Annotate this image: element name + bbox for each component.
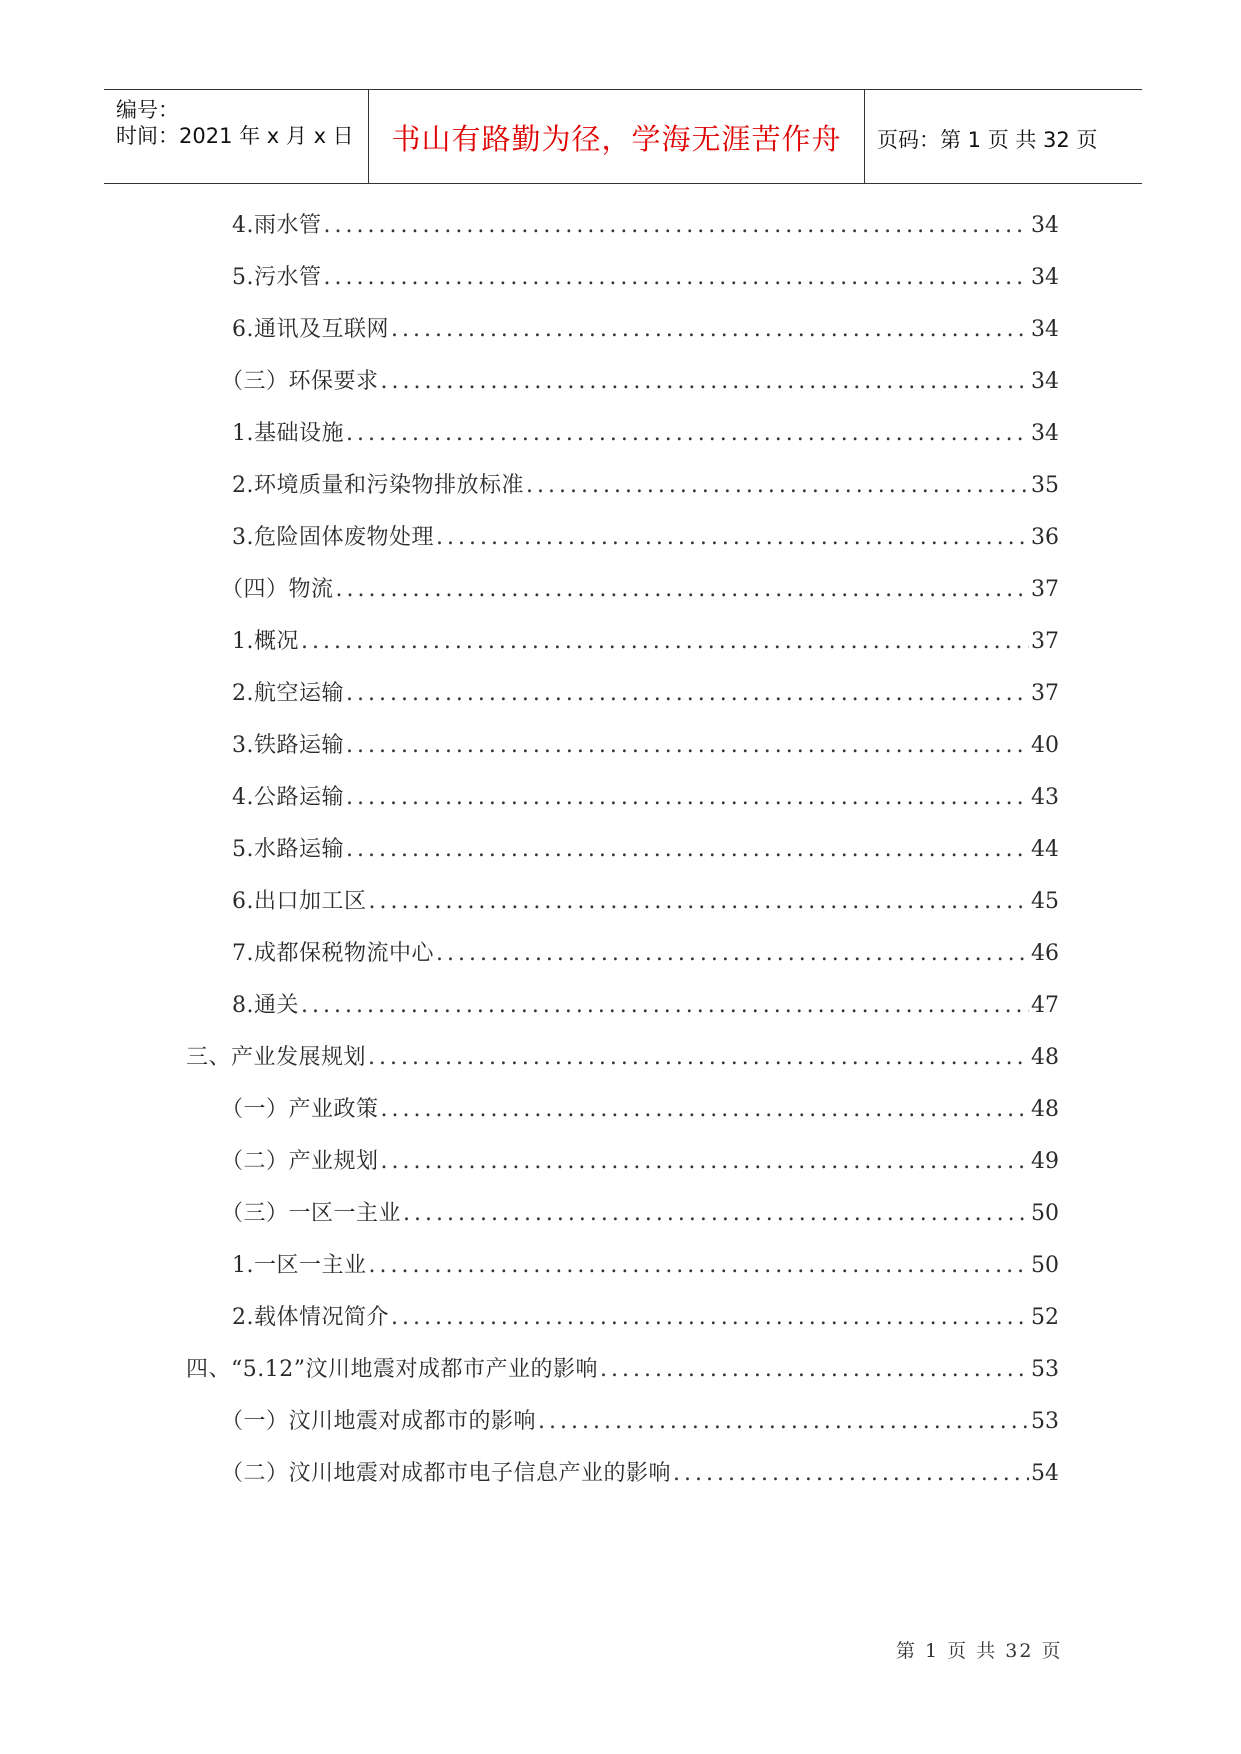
toc-entry-title: 2.环境质量和污染物排放标准: [232, 473, 524, 498]
toc-dot-leader: [381, 1097, 1029, 1122]
toc-entry[interactable]: [232, 624, 1059, 676]
toc-dot-leader: [369, 1253, 1030, 1278]
toc-entry[interactable]: [232, 312, 1059, 364]
toc-entry-title: （二）汶川地震对成都市电子信息产业的影响: [221, 1461, 672, 1486]
toc-dot-leader: [346, 421, 1029, 446]
toc-entry-page: 54: [1031, 1461, 1059, 1486]
toc-entry[interactable]: [221, 1092, 1059, 1144]
toc-entry-page: 48: [1031, 1045, 1059, 1070]
toc-dot-leader: [324, 265, 1030, 290]
toc-entry-page: 46: [1031, 941, 1059, 966]
toc-dot-leader: [301, 993, 1029, 1018]
toc-dot-leader: [673, 1461, 1029, 1486]
toc-entry-title: 四、“5.12”汶川地震对成都市产业的影响: [186, 1357, 598, 1382]
toc-entry[interactable]: [232, 728, 1059, 780]
toc-entry-page: 37: [1031, 577, 1059, 602]
toc-entry[interactable]: [221, 572, 1059, 624]
toc-entry-page: 35: [1031, 473, 1059, 498]
toc-dot-leader: [381, 369, 1029, 394]
toc-entry-title: 2.载体情况简介: [232, 1305, 389, 1330]
toc-dot-leader: [381, 1149, 1029, 1174]
document-number-label: 编号：: [116, 98, 179, 122]
toc-entry-title: （二）产业规划: [221, 1149, 379, 1174]
toc-entry-page: 34: [1031, 213, 1059, 238]
toc-entry-page: 34: [1031, 369, 1059, 394]
toc-entry-title: 3.铁路运输: [232, 733, 344, 758]
toc-entry[interactable]: [232, 988, 1059, 1040]
toc-entry[interactable]: [221, 1404, 1059, 1456]
toc-entry-title: 5.污水管: [232, 265, 322, 290]
toc-entry-title: 2.航空运输: [232, 681, 344, 706]
toc-entry-page: 34: [1031, 317, 1059, 342]
toc-entry[interactable]: [232, 520, 1059, 572]
document-time-label: 时间：2021 年 x 月 x 日: [116, 124, 354, 148]
toc-entry-title: （三）环保要求: [221, 369, 379, 394]
toc-entry-page: 52: [1031, 1305, 1059, 1330]
toc-entry-title: 7.成都保税物流中心: [232, 941, 434, 966]
toc-entry-title: （四）物流: [221, 577, 334, 602]
toc-entry[interactable]: [232, 936, 1059, 988]
toc-entry-title: （三）一区一主业: [221, 1201, 402, 1226]
toc-dot-leader: [368, 1045, 1029, 1070]
page-header: [104, 89, 1142, 184]
header-page-cell: [865, 90, 1142, 183]
toc-entry[interactable]: [186, 1352, 1059, 1404]
toc-entry-page: 53: [1031, 1409, 1059, 1434]
toc-dot-leader: [301, 629, 1029, 654]
toc-entry-title: 3.危险固体废物处理: [232, 525, 434, 550]
toc-entry-page: 36: [1031, 525, 1059, 550]
toc-entry-page: 34: [1031, 265, 1059, 290]
toc-entry-title: 三、产业发展规划: [186, 1045, 367, 1070]
toc-entry[interactable]: [232, 1248, 1059, 1300]
toc-entry[interactable]: [232, 1300, 1059, 1352]
toc-entry-page: 53: [1031, 1357, 1059, 1382]
header-page-number: 页码：第 1 页 共 32 页: [877, 128, 1098, 152]
toc-dot-leader: [346, 837, 1029, 862]
toc-entry[interactable]: [221, 1456, 1059, 1508]
toc-entry-title: 1.一区一主业: [232, 1253, 367, 1278]
toc-dot-leader: [436, 941, 1029, 966]
toc-dot-leader: [346, 681, 1029, 706]
toc-entry[interactable]: [232, 832, 1059, 884]
footer-page-number: 第 1 页 共 32 页: [896, 1640, 1063, 1662]
header-motto: 书山有路勤为径，学海无涯苦作舟: [391, 122, 842, 156]
toc-entry[interactable]: [232, 260, 1059, 312]
toc-dot-leader: [324, 213, 1030, 238]
header-motto-cell: [369, 90, 865, 183]
toc-entry-page: 40: [1031, 733, 1059, 758]
toc-entry-page: 44: [1031, 837, 1059, 862]
toc-dot-leader: [538, 1409, 1029, 1434]
toc-entry-page: 50: [1031, 1253, 1059, 1278]
toc-entry-title: 6.通讯及互联网: [232, 317, 389, 342]
toc-entry[interactable]: [221, 364, 1059, 416]
toc-entry-page: 48: [1031, 1097, 1059, 1122]
toc-entry-page: 45: [1031, 889, 1059, 914]
toc-entry-title: 1.基础设施: [232, 421, 344, 446]
toc-dot-leader: [369, 889, 1030, 914]
toc-entry-title: （一）汶川地震对成都市的影响: [221, 1409, 537, 1434]
toc-entry-title: 6.出口加工区: [232, 889, 367, 914]
toc-entry-page: 43: [1031, 785, 1059, 810]
toc-entry-title: 5.水路运输: [232, 837, 344, 862]
toc-dot-leader: [600, 1357, 1029, 1382]
toc-entry[interactable]: [221, 1144, 1059, 1196]
toc-entry[interactable]: [232, 468, 1059, 520]
toc-entry-title: （一）产业政策: [221, 1097, 379, 1122]
toc-entry-title: 4.公路运输: [232, 785, 344, 810]
toc-entry[interactable]: [232, 416, 1059, 468]
header-meta-cell: [104, 90, 369, 183]
toc-entry-page: 37: [1031, 681, 1059, 706]
toc-dot-leader: [346, 733, 1029, 758]
toc-dot-leader: [436, 525, 1029, 550]
toc-entry[interactable]: [232, 780, 1059, 832]
toc-entry-page: 49: [1031, 1149, 1059, 1174]
page-footer: [0, 1636, 1241, 1666]
toc-dot-leader: [403, 1201, 1029, 1226]
toc-entry-page: 37: [1031, 629, 1059, 654]
toc-entry[interactable]: [232, 676, 1059, 728]
toc-entry[interactable]: [232, 208, 1059, 260]
toc-entry-title: 8.通关: [232, 993, 299, 1018]
toc-entry-page: 34: [1031, 421, 1059, 446]
toc-dot-leader: [336, 577, 1029, 602]
toc-entry[interactable]: [221, 1196, 1059, 1248]
toc-entry-title: 4.雨水管: [232, 213, 322, 238]
toc-dot-leader: [526, 473, 1029, 498]
toc-dot-leader: [391, 317, 1029, 342]
toc-dot-leader: [391, 1305, 1029, 1330]
toc-dot-leader: [346, 785, 1029, 810]
toc-entry-page: 50: [1031, 1201, 1059, 1226]
toc-entry[interactable]: [232, 884, 1059, 936]
toc-entry-title: 1.概况: [232, 629, 299, 654]
toc-entry[interactable]: [186, 1040, 1059, 1092]
toc-entry-page: 47: [1031, 993, 1059, 1018]
